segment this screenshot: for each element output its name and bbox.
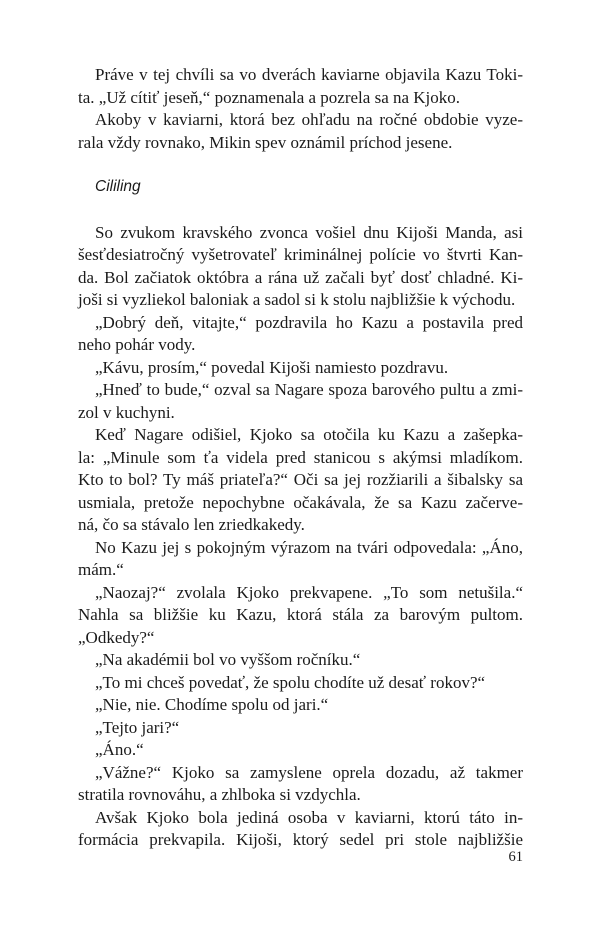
text-line: Akoby v kaviarni, ktorá bez ohľadu na ročné obdobie vyze- <box>95 110 523 129</box>
text-line: Kto to bol? Ty máš priateľa?“ Oči sa jej rozžiarili a šibalsky sa <box>78 470 523 489</box>
text-line: „To mi chceš povedať, že spolu chodíte už desať rokov?“ <box>95 672 486 692</box>
text-line: Práve v tej chvíli sa vo dverách kaviarne objavila Kazu Toki- <box>95 65 523 84</box>
text-line: formácia prekvapila. Kijoši, ktorý sedel pri stole najbližšie <box>78 830 523 849</box>
text-line: šesťdesiatročný vyšetrovateľ kriminálnej polície vo štvrti Kan- <box>78 245 523 264</box>
text-line: „Áno.“ <box>95 740 144 759</box>
text-line: Avšak Kjoko bola jediná osoba v kaviarni, ktorú táto in- <box>95 807 523 827</box>
text-line: „Naozaj?“ zvolala Kjoko prekvapene. „To som netušila.“ <box>95 582 523 602</box>
text-line: zol v kuchyni. <box>78 402 175 422</box>
text-line: „Hneď to bude,“ ozval sa Nagare spoza barového pultu a zmi- <box>95 380 523 399</box>
text-line: Keď Nagare odišiel, Kjoko sa otočila ku Kazu a zašepka- <box>95 425 523 444</box>
text-line: neho pohár vody. <box>78 335 196 354</box>
page-number: 61 <box>508 849 523 865</box>
text-line: stratila rovnováhu, a zhlboka si vzdychla. <box>78 785 361 804</box>
text-line: So zvukom kravského zvonca vošiel dnu Kijoši Manda, asi <box>95 222 523 242</box>
text-line: ná, čo sa stávalo len zriedkakedy. <box>78 515 305 534</box>
text-line: „Dobrý deň, vitajte,“ pozdravila ho Kazu a postavila pred <box>95 312 523 332</box>
text-line: joši si vyzliekol baloniak a sadol si k stolu najbližšie k východu. <box>78 290 516 309</box>
text-line: „Tejto jari?“ <box>95 717 180 737</box>
text-line: No Kazu jej s pokojným výrazom na tvári odpovedala: „Áno, <box>95 537 523 557</box>
text-line: „Odkedy?“ <box>78 627 155 647</box>
text-line: usmiala, pretože nepochybne očakávala, že sa Kazu začerve- <box>78 492 523 512</box>
text-line: Nahla sa bližšie ku Kazu, ktorá stála za barovým pultom. <box>78 605 523 624</box>
text-line: „Kávu, prosím,“ povedal Kijoši namiesto pozdravu. <box>95 357 449 377</box>
text-line: „Na akadémii bol vo vyššom ročníku.“ <box>95 650 361 669</box>
text-line: la: „Minule som ťa videla pred stanicou s akýmsi mladíkom. <box>78 447 523 467</box>
text-line: rala vždy rovnako, Mikin spev oznámil príchod jesene. <box>78 132 453 152</box>
page-text <box>78 64 523 852</box>
text-line: ta. „Už cítiť jeseň,“ poznamenala a pozrela sa na Kjoko. <box>78 87 461 107</box>
text-line: „Vážne?“ Kjoko sa zamyslene oprela dozadu, až takmer <box>95 762 523 782</box>
text-line: mám.“ <box>78 560 124 579</box>
text-line: „Nie, nie. Chodíme spolu od jari.“ <box>95 695 329 714</box>
section-break-label: Cililing <box>95 178 141 195</box>
text-line: da. Bol začiatok októbra a rána už začali byť dosť chladné. Ki- <box>78 267 523 287</box>
